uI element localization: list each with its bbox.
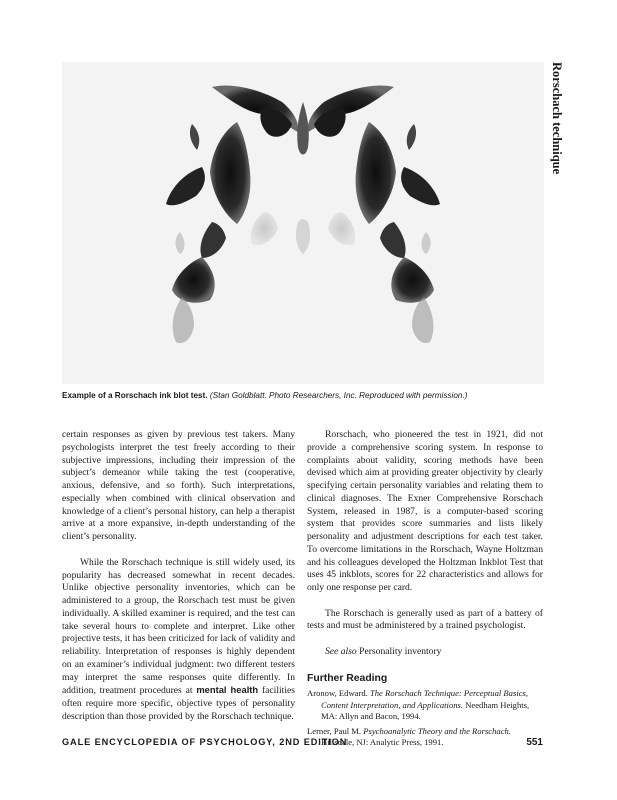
blot-center <box>296 102 310 254</box>
running-head <box>550 62 576 175</box>
publication-title: GALE ENCYCLOPEDIA OF PSYCHOLOGY, 2ND EDITION <box>62 737 348 747</box>
ref-2-title: Psychoanalytic Theory and the Rorschach. <box>363 725 511 736</box>
blot-right-half <box>308 85 440 343</box>
blot-left-half <box>166 85 298 343</box>
ref-1-pub: Needham Heights, MA: Allyn and Bacon, 1994. <box>321 699 530 722</box>
left-paragraph-2-b: facilities often require more specific, objective types of personality description than those provided by the Rorschach technique. <box>62 685 295 722</box>
ref-2-pub: Hillsdale, NJ: Analytic Press, 1991. <box>321 737 444 748</box>
further-reading-heading: Further Reading <box>307 672 388 684</box>
left-paragraph-1: certain responses as given by previous test takers. Many psychologists interpret the test freely according to their subjective impressions, including their impression of the subject’s demeanor while taking the test (cooperative, anxious, defensive, and so forth). Such interpretations, especially when combined with clinical observation and knowledge of a client’s personal history, can help a therapist arrive at a more expansive, in-depth understanding of the client’s personality. <box>62 429 295 542</box>
caption-credit: (Stan Goldblatt. Photo Researchers, Inc. Reproduced with permission.) <box>209 391 468 400</box>
right-paragraph-1: Rorschach, who pioneered the test in 1921, did not provide a comprehensive scoring system. In response to complaints about validity, scoring methods have been devised which aim at providing greater objectivity by clearly specifying certain personality variables and relating them to clinical diagnoses. The Exner Comprehensive Rorschach System, released in 1987, is a computer-based scoring system that provides score summaries and lists likely personality and adjustment descriptions for each test taker. To overcome limitations in the Rorschach, Wayne Holtzman and his colleagues developed the Holtzman Inkblot Test that uses 45 inkblots, scores for 22 characteristics and allows for only one response per card. <box>307 429 543 593</box>
caption-title: Example of a Rorschach ink blot test. <box>62 391 208 400</box>
right-column <box>307 429 543 749</box>
figure-caption <box>62 390 552 401</box>
mental-health-term: mental health <box>196 684 259 696</box>
left-paragraph-2-a: While the Rorschach technique is still widely used, its popularity has decreased somewhat in recent decades. Unlike objective personality inventories, which can be administered to a group, the Rorschach test must be given individually. A skilled examiner is required, and the test can take several hours to complete and interpret. Like other projective tests, it has been criticized for lack of validity and reliability. Interpretation of responses is highly dependent on an examiner’s individual judgment: two different testers may interpret the same responses quite differently. In addition, treatment procedures at <box>62 556 295 697</box>
reference-1 <box>307 688 543 723</box>
ink-blot-figure <box>62 62 544 384</box>
ref-1-author: Aronow, Edward. <box>307 688 368 699</box>
page-footer <box>62 737 543 751</box>
see-also-link[interactable]: Personality inventory <box>359 645 442 657</box>
left-paragraph-2 <box>62 557 295 724</box>
page-number: 551 <box>526 737 543 748</box>
see-also-label: See also <box>325 645 357 657</box>
ref-2-author: Lerner, Paul M. <box>307 725 362 736</box>
ref-1-title: The Rorschach Technique: Perceptual Basics, Content Interpretation, and Applications. <box>321 688 529 710</box>
running-head-text: Rorschach technique <box>550 62 564 175</box>
ink-blot-image <box>62 62 544 384</box>
left-column <box>62 429 295 724</box>
right-paragraph-2: The Rorschach is generally used as part of a battery of tests and must be administered by a trained psychologist. <box>307 607 543 632</box>
see-also <box>307 646 543 659</box>
